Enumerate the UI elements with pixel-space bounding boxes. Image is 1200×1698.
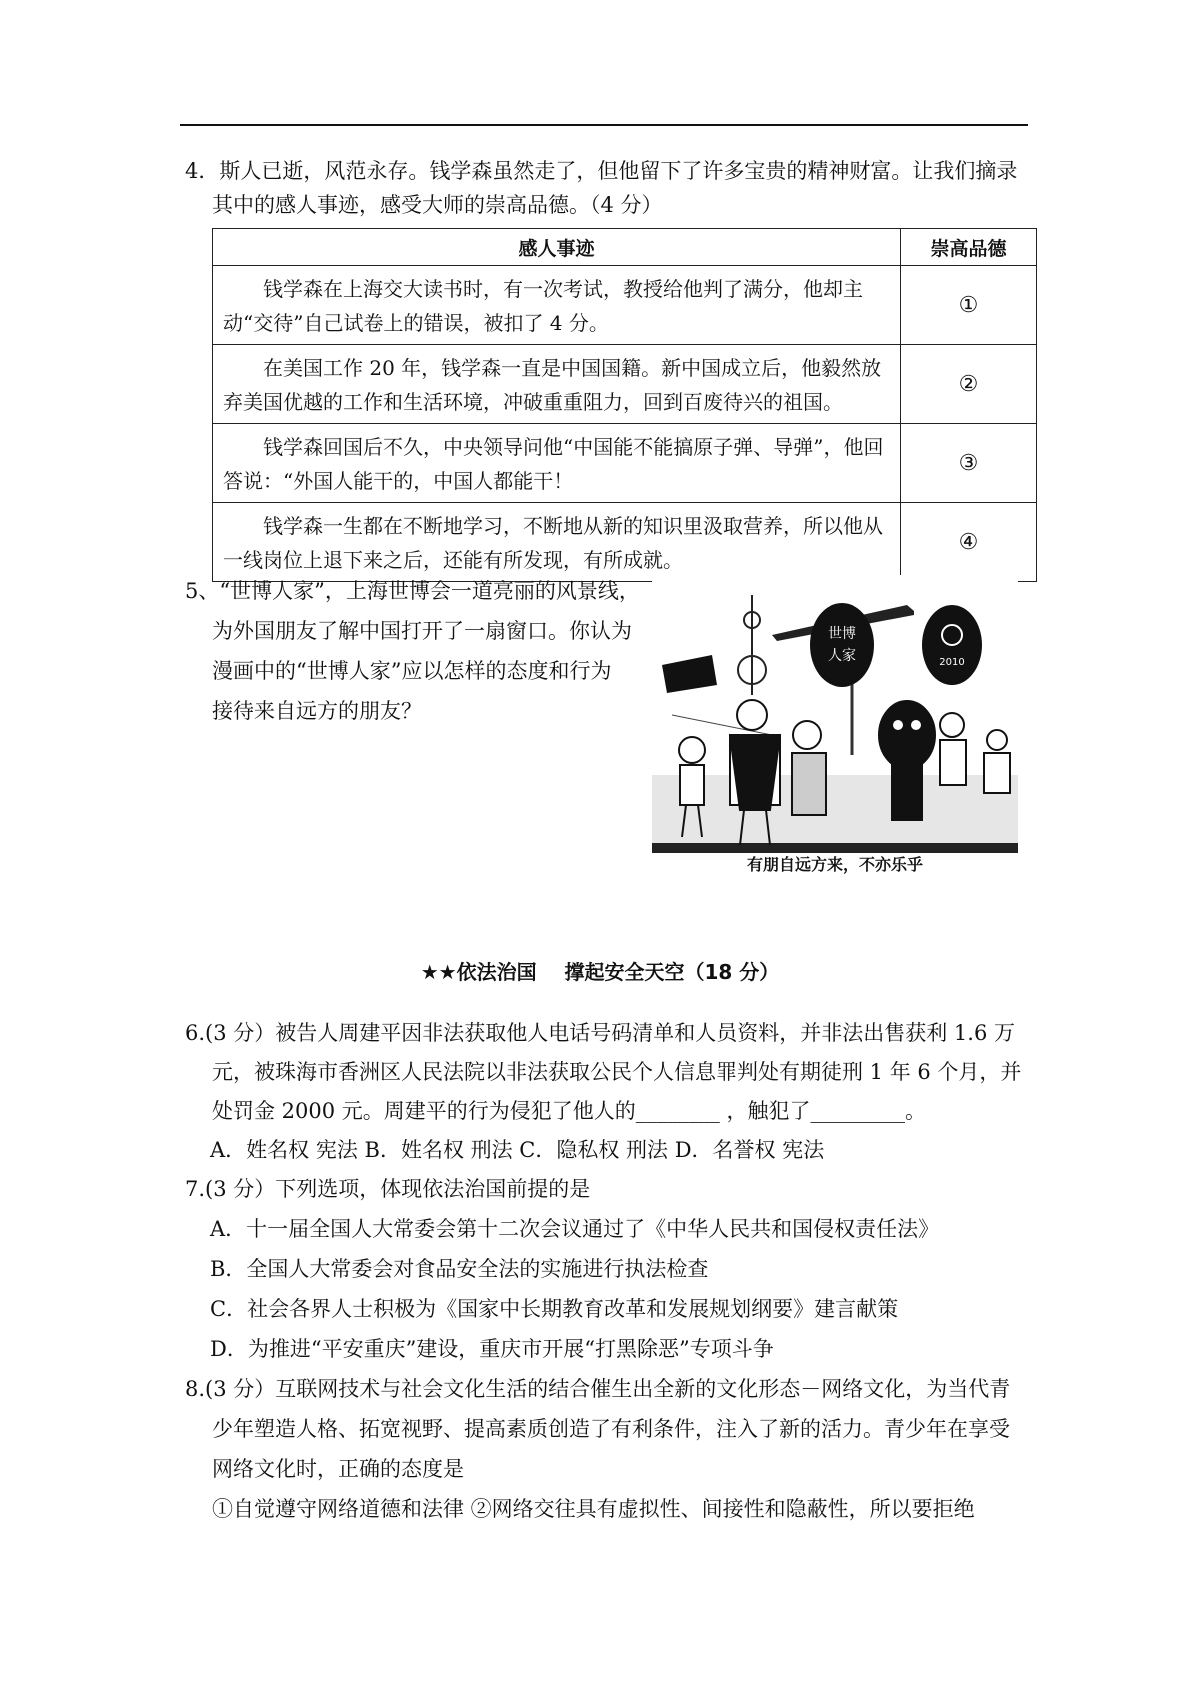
deed-text: 在美国工作 20 年，钱学森一直是中国国籍。新中国成立后，他毅然放弃美国优越的工作和生活环境，冲破重重阻力，回到百废待兴的祖国。	[223, 356, 882, 414]
q8-line-3: 网络文化时，正确的态度是	[212, 1457, 464, 1481]
q7-option-c: C．社会各界人士积极为《国家中长期教育改革和发展规划纲要》建言献策	[210, 1297, 899, 1321]
q4-stem-line-1: 4．斯人已逝，风范永存。钱学森虽然走了，但他留下了许多宝贵的精神财富。让我们摘录	[185, 159, 1018, 183]
deed-text: 钱学森回国后不久，中央领导问他“中国能不能搞原子弹、导弹”，他回答说：“外国人能干的，中国人都能干！	[223, 435, 884, 493]
q5-line-4: 接待来自远方的朋友？	[212, 699, 422, 723]
q7-option-b: B．全国人大常委会对食品安全法的实施进行执法检查	[210, 1257, 709, 1281]
deeds-table	[212, 228, 1037, 582]
table-row	[213, 503, 1037, 582]
deed-text: 钱学森一生都在不断地学习，不断地从新的知识里汲取营养，所以他从一线岗位上退下来之后，还能有所发现，有所成就。	[223, 514, 883, 572]
lantern-text-1: 世博	[828, 626, 856, 642]
virtue-blank: ③	[901, 424, 1037, 503]
q7-stem: 7.(3 分）下列选项，体现依法治国前提的是	[185, 1177, 591, 1201]
q8-line-4: ①自觉遵守网络道德和法律 ②网络交往具有虚拟性、间接性和隐蔽性，所以要拒绝	[212, 1497, 975, 1521]
deed-text: 钱学森在上海交大读书时，有一次考试，教授给他判了满分，他却主动“交待”自己试卷上的错误，被扣了 4 分。	[223, 277, 863, 335]
q4-stem-line-2: 其中的感人事迹，感受大师的崇高品德。（4 分）	[212, 193, 663, 217]
table-row	[213, 266, 1037, 345]
cartoon-image	[652, 575, 1018, 875]
q5-line-3: 漫画中的“世博人家”应以怎样的态度和行为	[212, 659, 612, 683]
table-row	[213, 424, 1037, 503]
q7-option-d: D．为推进“平安重庆”建设，重庆市开展“打黑除恶”专项斗争	[210, 1337, 774, 1361]
virtue-blank: ①	[901, 266, 1037, 345]
table-row	[213, 345, 1037, 424]
virtue-blank: ②	[901, 345, 1037, 424]
cartoon-caption: 有朋自远方来，不亦乐乎	[746, 855, 923, 874]
header-virtue: 崇高品德	[901, 229, 1037, 266]
q7-option-a: A．十一届全国人大常委会第十二次会议通过了《中华人民共和国侵权责任法》	[210, 1217, 940, 1241]
q6-line-1: 6.(3 分）被告人周建平因非法获取他人电话号码清单和人员资料，并非法出售获利 1.6 万	[185, 1021, 1016, 1045]
q6-line-3: 处罚金 2000 元。周建平的行为侵犯了他人的________ ，触犯了_________。	[212, 1099, 926, 1123]
q5-line-1: 5、“世博人家”，上海世博会一道亮丽的风景线，	[185, 579, 640, 603]
q5-line-2: 为外国朋友了解中国打开了一扇窗口。你认为	[212, 619, 632, 643]
virtue-blank: ④	[901, 503, 1037, 582]
header-deeds: 感人事迹	[213, 229, 901, 266]
q6-options: A．姓名权 宪法 B．姓名权 刑法 C．隐私权 刑法 D．名誉权 宪法	[210, 1138, 825, 1162]
q8-line-2: 少年塑造人格、拓宽视野、提高素质创造了有利条件，注入了新的活力。青少年在享受	[212, 1417, 1010, 1441]
q8-line-1: 8.(3 分）互联网技术与社会文化生活的结合催生出全新的文化形态－网络文化，为当代青	[185, 1377, 1011, 1401]
lantern-text-2: 人家	[828, 648, 856, 664]
section-title: ★★依法治国 撑起安全天空（18 分）	[420, 960, 780, 984]
q6-line-2: 元，被珠海市香洲区人民法院以非法获取公民个人信息罪判处有期徒刑 1 年 6 个月，并	[212, 1060, 1022, 1084]
table-header-row	[213, 229, 1037, 266]
lantern-2010-text: 2010	[939, 657, 965, 668]
header-rule	[180, 124, 1028, 126]
